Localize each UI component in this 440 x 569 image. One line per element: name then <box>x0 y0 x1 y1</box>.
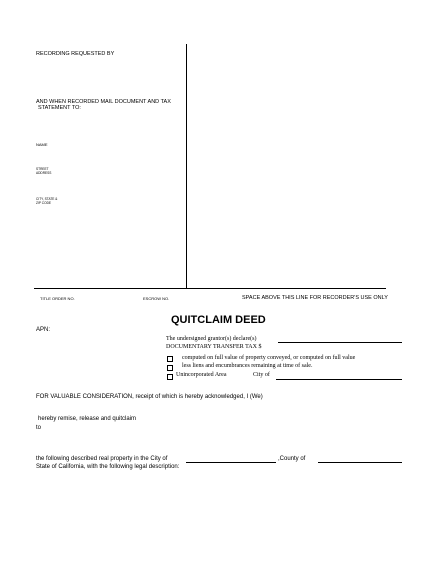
city-of-blank[interactable] <box>276 379 402 380</box>
declare-blank[interactable] <box>278 342 402 343</box>
computed-full-value-checkbox[interactable] <box>167 356 173 362</box>
property-city-blank[interactable] <box>186 462 276 463</box>
recording-requested-by-label: RECORDING REQUESTED BY <box>36 51 115 57</box>
county-blank[interactable] <box>318 462 402 463</box>
consideration-text: FOR VALUABLE CONSIDERATION, receipt of which is hereby acknowledged, I (We) <box>36 394 263 400</box>
recorder-horizontal-line <box>34 288 386 289</box>
unincorporated-area-checkbox[interactable] <box>167 374 173 380</box>
city-state-label: CITY, STATE & <box>36 197 58 201</box>
computed-less-liens-checkbox[interactable] <box>167 365 173 371</box>
statement-to-label: STATEMENT TO: <box>38 105 81 111</box>
street-label: STREET <box>36 167 49 171</box>
transfer-tax-label: DOCUMENTARY TRANSFER TAX $ <box>166 344 262 350</box>
escrow-label: ESCROW NO. <box>143 296 170 301</box>
computed-line1: computed on full value of property conveyed, or computed on full value <box>182 355 356 361</box>
recorder-vertical-line <box>186 44 187 288</box>
county-label: ,County of <box>278 456 306 462</box>
address-label: ADDRESS <box>36 171 52 175</box>
remise-text: hereby remise, release and quitclaim <box>38 416 137 422</box>
property-city-text: the following described real property in the City of <box>36 456 168 462</box>
mail-document-label: AND WHEN RECORDED MAIL DOCUMENT AND TAX <box>36 99 171 105</box>
unincorporated-area-label: Unincorporated Area <box>176 372 227 378</box>
computed-line2: less liens and encumbrances remaining at time of sale. <box>182 363 313 369</box>
space-above-label: SPACE ABOVE THIS LINE FOR RECORDER'S USE ONLY <box>242 295 388 301</box>
document-title: QUITCLAIM DEED <box>171 314 266 326</box>
zip-code-label: ZIP CODE <box>36 201 51 205</box>
apn-label: APN: <box>36 327 51 333</box>
declare-text: The undersigned grantor(s) declare(s) <box>166 336 257 342</box>
title-order-label: TITLE ORDER NO. <box>40 296 75 301</box>
legal-description-text: State of California, with the following legal description: <box>36 464 180 470</box>
to-label: to <box>36 425 42 431</box>
name-label: NAME <box>36 142 48 147</box>
city-of-label: City of <box>253 372 270 378</box>
